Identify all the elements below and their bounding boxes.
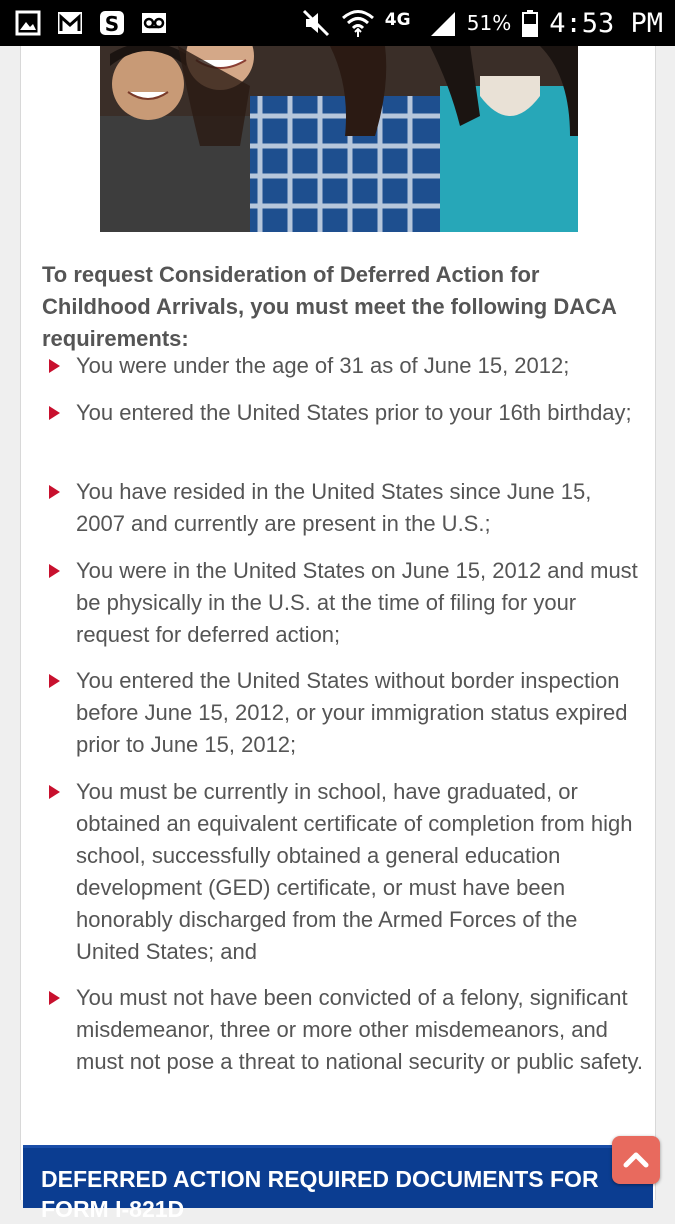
bullet-arrow-icon [49,406,60,420]
battery-icon [521,8,539,38]
bullet-arrow-icon [49,564,60,578]
list-item-text: You entered the United States without border inspection before June 15, 2012, or your immigration status expired prior to June 15, 2012; [76,668,628,757]
section-header-title: DEFERRED ACTION REQUIRED DOCUMENTS FOR FORM I-821D [41,1166,599,1222]
gmail-icon [56,9,84,37]
system-icons [301,0,663,46]
signal-icon [429,8,457,38]
hero-photo [100,46,578,232]
svg-text:S: S [104,12,120,36]
list-item-text: You must be currently in school, have graduated, or obtained an equivalent certificate of completion from high school, successfully obtained a general education development (GED) certificate, or must have been honorably discharged from the Armed Forces of the United States; and [76,779,633,964]
list-item-text: You were under the age of 31 as of June 15, 2012; [76,353,570,378]
wifi-icon [341,8,375,38]
gallery-icon [14,9,42,37]
voicemail-icon [140,9,168,37]
app-s-icon [98,9,126,37]
battery-percent: 51% [466,11,512,35]
network-type: 4G [384,10,411,30]
list-item-text: You were in the United States on June 15, 2012 and must be physically in the U.S. at the time of filing for your request for deferred action; [76,558,638,647]
bullet-arrow-icon [49,991,60,1005]
bullet-arrow-icon [49,485,60,499]
list-item-text: You must not have been convicted of a felony, significant misdemeanor, three or more other misdemeanors, and must not pose a threat to national security or public safety. [76,985,644,1074]
requirements-intro: To request Consideration of Deferred Action for Childhood Arrivals, you must meet the following DACA requirements: [42,262,617,351]
scroll-to-top-button[interactable] [612,1136,660,1184]
notification-icons [14,9,168,37]
chevron-up-icon [612,1136,660,1184]
list-item-text: You entered the United States prior to your 16th birthday; [76,400,632,425]
status-bar [0,0,675,46]
list-item-text: You have resided in the United States since June 15, 2007 and currently are present in the U.S.; [76,479,592,536]
required-documents-header[interactable] [23,1145,653,1222]
content-card [20,46,656,1222]
mute-icon [301,8,331,38]
bullet-arrow-icon [49,785,60,799]
bullet-arrow-icon [49,674,60,688]
clock: 4:53 PM [549,7,663,39]
bullet-arrow-icon [49,359,60,373]
